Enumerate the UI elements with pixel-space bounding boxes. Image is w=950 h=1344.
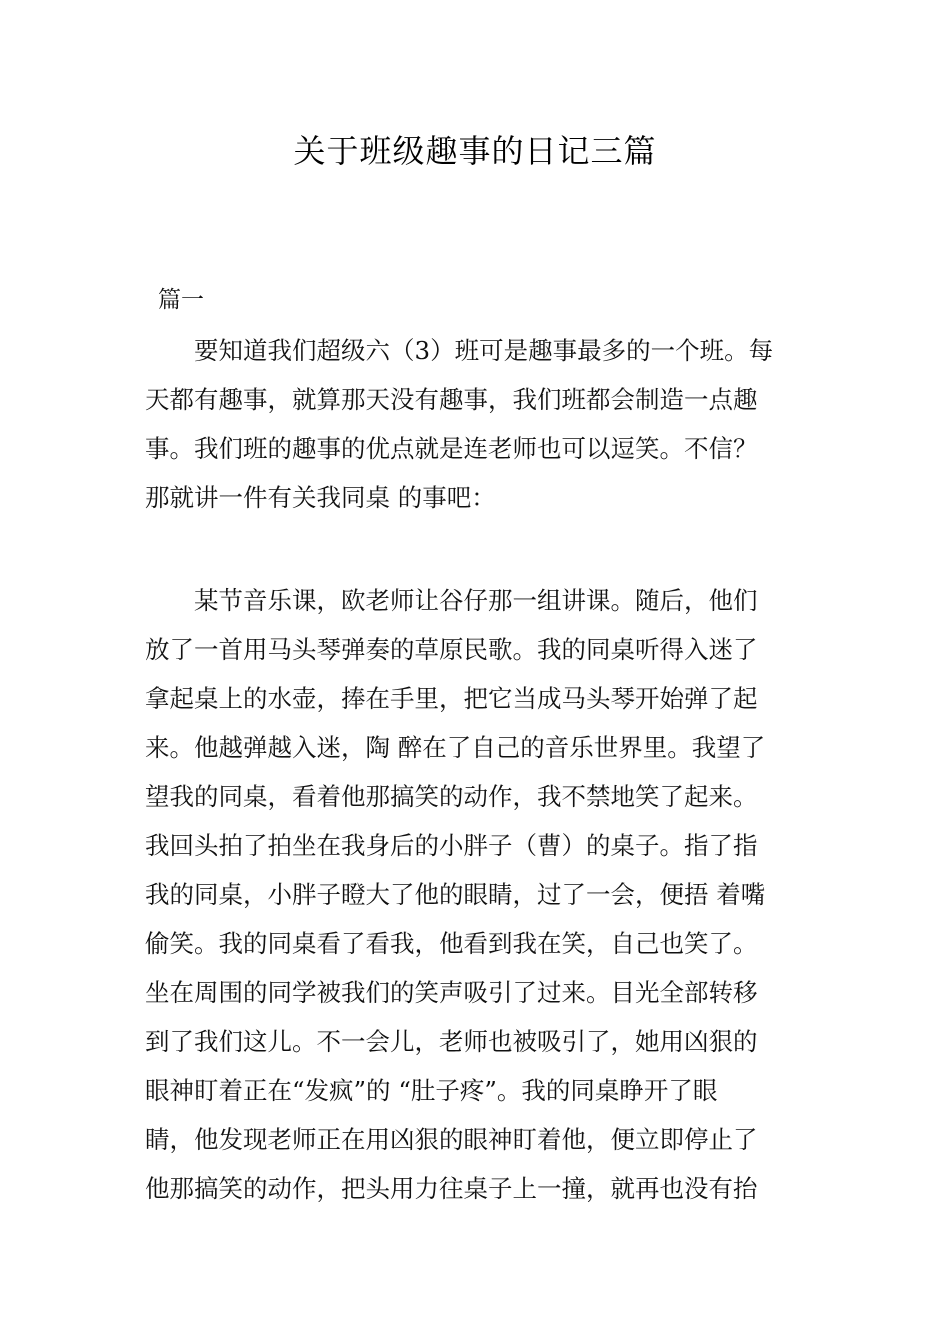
paragraph-line: 某节音乐课，欧老师让谷仔那一组讲课。随后，他们 xyxy=(145,586,758,615)
paragraph-line: 事。我们班的趣事的优点就是连老师也可以逗笑。不信？ xyxy=(145,434,758,463)
section-label: 篇一 xyxy=(158,287,204,313)
paragraph-2 xyxy=(145,576,805,1213)
paragraph-line: 天都有趣事，就算那天没有趣事，我们班都会制造一点趣 xyxy=(145,385,758,414)
paragraph-line: 放了一首用马头琴弹奏的草原民歌。我的同桌听得入迷了 xyxy=(145,635,758,664)
paragraph-line: 拿起桌上的水壶，捧在手里，把它当成马头琴开始弹了起 xyxy=(145,684,758,713)
paragraph-line: 坐在周围的同学被我们的笑声吸引了过来。目光全部转移 xyxy=(145,978,758,1007)
paragraph-line: 眼神盯着正在“发疯”的 “肚子疼”。我的同桌睁开了眼 xyxy=(145,1076,718,1105)
paragraph-line: 他那搞笑的动作，把头用力往桌子上一撞，就再也没有抬 xyxy=(145,1174,758,1203)
paragraph-line: 睛，他发现老师正在用凶狠的眼神盯着他，便立即停止了 xyxy=(145,1125,758,1154)
paragraph-line: 到了我们这儿。不一会儿，老师也被吸引了，她用凶狠的 xyxy=(145,1027,758,1056)
paragraph-line: 来。他越弹越入迷，陶 醉在了自己的音乐世界里。我望了 xyxy=(145,733,766,762)
paragraph-line: 偷笑。我的同桌看了看我，他看到我在笑，自己也笑了。 xyxy=(145,929,758,958)
paragraph-1 xyxy=(145,326,805,522)
paragraph-line: 望我的同桌，看着他那搞笑的动作，我不禁地笑了起来。 xyxy=(145,782,758,811)
paragraph-line: 那就讲一件有关我同桌 的事吧： xyxy=(145,483,496,512)
paragraph-line: 要知道我们超级六（3）班可是趣事最多的一个班。每 xyxy=(145,336,774,365)
paragraph-line: 我回头拍了拍坐在我身后的小胖子（曹）的桌子。指了指 xyxy=(145,831,758,860)
page-title: 关于班级趣事的日记三篇 xyxy=(293,132,657,170)
paragraph-line: 我的同桌，小胖子瞪大了他的眼睛，过了一会，便捂 着嘴 xyxy=(145,880,766,909)
